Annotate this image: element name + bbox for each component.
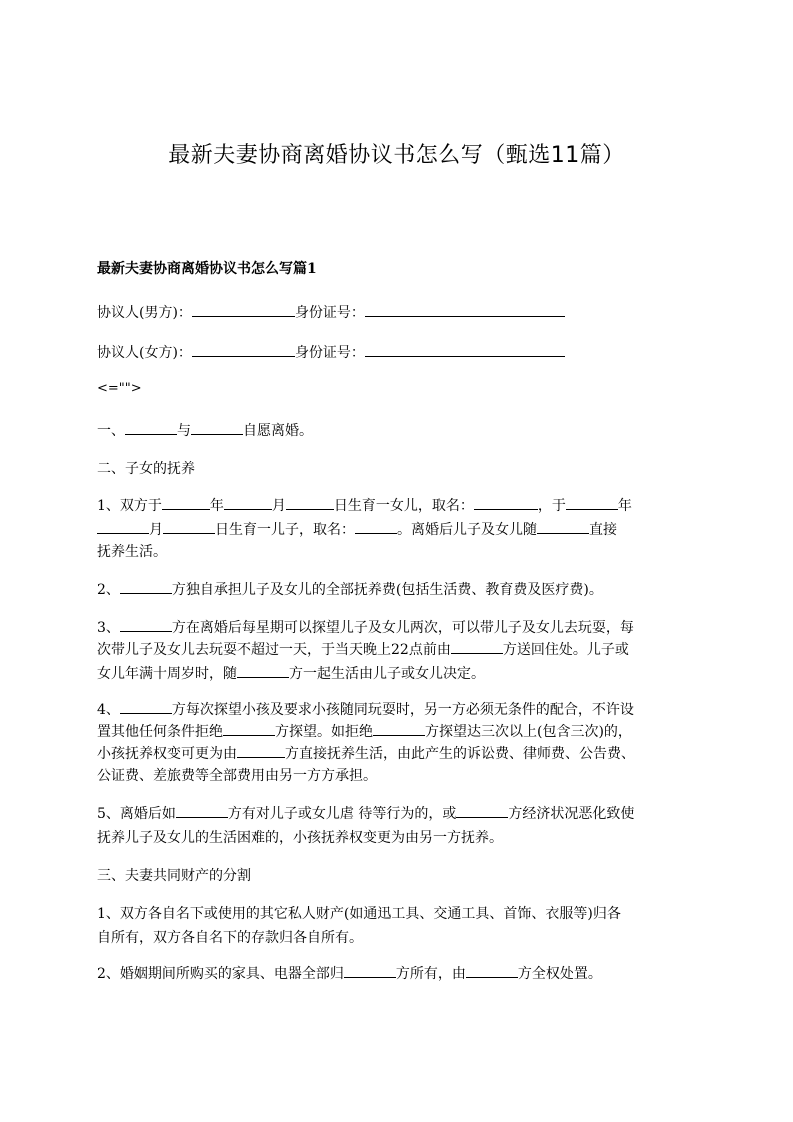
q2-blank bbox=[466, 963, 518, 978]
p2 bbox=[97, 579, 707, 601]
p4-blank bbox=[120, 699, 172, 714]
p1-blank bbox=[224, 495, 272, 510]
p4-line-2 bbox=[97, 721, 707, 743]
p1-blank bbox=[286, 495, 334, 510]
p3-blank bbox=[237, 663, 289, 678]
q2-text: 方全权处置。 bbox=[517, 966, 602, 982]
p1-text: 1、双方于 bbox=[97, 498, 162, 514]
q1-line-2: 自所有，双方各自名下的存款归各自所有。 bbox=[97, 930, 363, 946]
p2-text: 方独自承担儿子及女儿的全部抚养费(包括生活费、教育费及医疗费)。 bbox=[171, 582, 603, 598]
p3-text: 3、 bbox=[97, 620, 120, 636]
q2-blank bbox=[344, 963, 396, 978]
p4-line-1 bbox=[97, 699, 707, 721]
id-label: 身份证号： bbox=[294, 345, 365, 361]
p4-blank bbox=[223, 721, 275, 736]
clause-1 bbox=[97, 420, 707, 442]
p1-text: 年 bbox=[617, 498, 632, 514]
section-heading: 最新夫妻协商离婚协议书怎么写篇1 bbox=[97, 261, 317, 277]
p1-line-1 bbox=[97, 495, 707, 517]
p3-line-3 bbox=[97, 663, 707, 685]
p2-text: 2、 bbox=[97, 582, 120, 598]
id-label: 身份证号： bbox=[294, 305, 365, 321]
p1-text: 月 bbox=[271, 498, 286, 514]
party-female-label: 协议人(女方)： bbox=[97, 345, 192, 361]
p5-line-1 bbox=[97, 803, 707, 825]
p4-text: 小孩抚养权变可更为由 bbox=[97, 746, 237, 762]
party-female-id-blank bbox=[365, 342, 565, 357]
p2-blank bbox=[120, 579, 172, 594]
p3-blank bbox=[451, 639, 503, 654]
clause-1-prefix: 一、 bbox=[97, 423, 125, 439]
p4-text: 方探望。如拒绝 bbox=[275, 724, 373, 740]
p1-blank bbox=[537, 519, 589, 534]
p1-text: ，于 bbox=[537, 498, 566, 514]
p1-text: 直接 bbox=[589, 522, 617, 538]
p3-text: 方送回住处。儿子或 bbox=[502, 642, 629, 658]
p5-text: 方有对儿子或女儿虐 待等行为的，或 bbox=[227, 806, 457, 822]
p1-text: 。离婚后儿子及女儿随 bbox=[397, 522, 537, 538]
p4-text: 方探望达三次以上(包含三次)的， bbox=[425, 724, 632, 740]
artifact-line: <=""> bbox=[97, 381, 142, 396]
p3-text: 方一起生活由儿子或女儿决定。 bbox=[289, 666, 485, 682]
p3-text: 次带儿子及女儿去玩耍不超过一天，于当天晚上22点前由 bbox=[97, 642, 451, 658]
q1-line-1: 1、双方各自名下或使用的其它私人财产(如通迅工具、交通工具、首饰、衣服等)归各 bbox=[97, 906, 621, 922]
p1-text: 年 bbox=[209, 498, 224, 514]
clause-1-mid: 与 bbox=[177, 423, 191, 439]
p4-text: 方每次探望小孩及要求小孩随同玩耍时，另一方必须无条件的配合，不许设 bbox=[171, 702, 634, 718]
p5-line-2: 抚养儿子及女儿的生活困难的，小孩抚养权变更为由另一方抚养。 bbox=[97, 830, 503, 846]
p3-text: 女儿年满十周岁时，随 bbox=[97, 666, 237, 682]
p5-blank bbox=[456, 803, 508, 818]
p1-blank bbox=[566, 495, 618, 510]
p1-blank bbox=[97, 519, 149, 534]
p4-text: 方直接抚养生活，由此产生的诉讼费、律师费、公告费、 bbox=[285, 746, 635, 762]
heading-property: 三、夫妻共同财产的分割 bbox=[97, 868, 251, 884]
p5-text: 5、离婚后如 bbox=[97, 806, 176, 822]
p4-line-3 bbox=[97, 743, 707, 765]
clause-1-suffix: 自愿离婚。 bbox=[243, 423, 313, 439]
heading-childcare: 二、子女的抚养 bbox=[97, 461, 195, 477]
q2-text: 方所有，由 bbox=[395, 966, 466, 982]
party-female-line bbox=[97, 342, 707, 364]
clause-1-blank-a bbox=[125, 420, 177, 435]
p5-blank bbox=[176, 803, 228, 818]
p1-text: 日生育一儿子，取名： bbox=[215, 522, 355, 538]
p1-blank bbox=[355, 519, 397, 534]
p1-text: 月 bbox=[149, 522, 163, 538]
p1-line-2 bbox=[97, 519, 707, 541]
p3-text: 方在离婚后每星期可以探望儿子及女儿两次，可以带儿子及女儿去玩耍，每 bbox=[171, 620, 634, 636]
p3-blank bbox=[120, 617, 172, 632]
p4-text: 4、 bbox=[97, 702, 120, 718]
p1-line-3: 抚养生活。 bbox=[97, 544, 167, 560]
p5-text: 方经济状况恶化致使 bbox=[508, 806, 635, 822]
p1-text: 日生育一女儿，取名： bbox=[333, 498, 474, 514]
p1-blank bbox=[474, 495, 538, 510]
party-female-name-blank bbox=[192, 342, 295, 357]
party-male-line bbox=[97, 302, 707, 324]
document-title: 最新夫妻协商离婚协议书怎么写（甄选11篇） bbox=[168, 143, 625, 168]
p4-line-4: 公证费、差旅费等全部费用由另一方方承担。 bbox=[97, 768, 377, 784]
party-male-id-blank bbox=[365, 302, 565, 317]
q2 bbox=[97, 963, 707, 985]
p4-blank bbox=[237, 743, 285, 758]
party-male-label: 协议人(男方)： bbox=[97, 305, 192, 321]
p3-line-1 bbox=[97, 617, 707, 639]
clause-1-blank-b bbox=[191, 420, 243, 435]
p1-blank bbox=[162, 495, 210, 510]
party-male-name-blank bbox=[192, 302, 295, 317]
p4-text: 置其他任何条件拒绝 bbox=[97, 724, 223, 740]
p1-blank bbox=[163, 519, 215, 534]
p4-blank bbox=[373, 721, 425, 736]
p3-line-2 bbox=[97, 639, 707, 661]
q2-text: 2、婚姻期间所购买的家具、电器全部归 bbox=[97, 966, 344, 982]
